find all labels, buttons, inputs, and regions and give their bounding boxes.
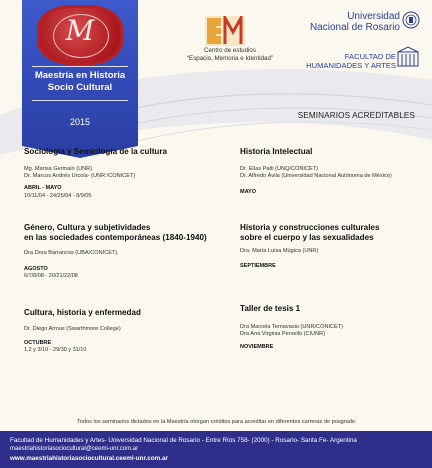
seminar-2-title: Historia Intelectual [240,147,313,156]
seminar-3-month: AGOSTO [24,266,48,272]
seminar-1-prof2: Dr. Marcos Andrés Urcola- (UNR /CONICET) [24,173,136,179]
seminar-3-title-line2: en las sociedades contemporáneas (1840-1940) [24,233,207,242]
faculty-name-line1: FACULTAD DE [344,52,396,61]
footer-note: Todos los seminarios dictados en la Maestría otorgan créditos para acreditar en diferentes carreras de posgrado [77,419,355,425]
program-title-line1: Maestría en Historia [34,70,126,81]
seminar-1-month: ABRIL - MAYO [24,185,62,191]
university-name [300,11,400,33]
seminar-5-title: Cultura, historia y enfermedad [24,308,141,317]
seminar-6-title: Taller de tesis 1 [240,304,301,313]
ribbon-divider [32,66,128,67]
footer-email-link[interactable]: maestriahistoriasociocultural@ceemi-unr.com.ar [10,446,139,452]
center-name [175,47,285,62]
program-year: 2015 [69,117,91,127]
center-name-line1: Centro de estudios [204,47,256,54]
program-title [22,70,138,94]
seminar-2-prof1: Dr. Elías Palti (UNQ/CONICET) [240,166,319,172]
ribbon-divider [32,100,128,101]
seminar-1-prof1: Mg. Marisa Germain (UNR) [24,166,93,172]
faculty-building-icon [396,46,420,68]
seminar-3-prof1: Dra Dora Barrancos (UBA/CONICET) [24,250,118,256]
seminar-5-month: OCTUBRE [24,340,52,346]
seminar-4-title-line1: Historia y construcciones culturales [240,223,380,232]
seminar-5-dates: 1,2 y 3/10 - 29/30 y 31/10 [24,347,87,353]
footer-address: Facultad de Humanidades y Artes- Universidad Nacional de Rosario - Entre Ríos 758- (2000) - Rosario- Santa Fe- Argentina [10,437,357,444]
wax-seal-icon: M [37,5,123,65]
university-name-line2: Nacional de Rosario [309,22,400,33]
seminar-6-month: NOVIEMBRE [240,344,274,350]
seminar-1-title: Sociología y Semiología de la cultura [24,147,168,156]
seminar-3-title-line1: Género, Cultura y subjetividades [24,223,151,232]
footer-website-link[interactable]: www.maestriahistoriasociocultural.ceemi-unr.com.ar [10,455,168,462]
seminar-3-dates: 6/7/8/08 - 20/21/22/08 [24,273,78,279]
seminar-2-month: MAYO [240,189,256,195]
university-crest-icon [402,11,420,33]
seminar-5-prof1: Dr. Diego Armus (Swarthmore College) [24,326,121,332]
seminar-4-title-line2: sobre el cuerpo y las sexualidades [240,233,374,242]
faculty-name-line2: HUMANIDADES Y ARTES [306,60,396,70]
seminar-6-prof1: Dra Marcela Ternavasio (UNR/CONICET) [240,324,344,330]
seminar-6-prof2: Dra Ana Virginia Persello (CIUNR) [240,331,326,337]
seminar-1-dates: 10/11/04 - 24/25/04 - 8/9/05 [24,193,92,199]
ceemi-logo-icon [205,16,245,46]
seminar-4-month: SEPTIEMBRE [240,263,276,269]
seminar-2-prof2: Dr. Alfredo Ávila (Universidad Nacional Autónoma de México) [240,173,392,179]
seminar-4-prof1: Dra. María Luisa Múgica (UNR) [240,248,319,254]
program-title-line2: Socio Cultural [47,82,113,93]
university-name-line1: Universidad [347,11,400,22]
center-name-line2: “Espacio, Memoria e Identidad” [187,54,273,62]
faculty-name [300,53,396,70]
section-title: SEMINARIOS ACREDITABLES [297,111,415,120]
